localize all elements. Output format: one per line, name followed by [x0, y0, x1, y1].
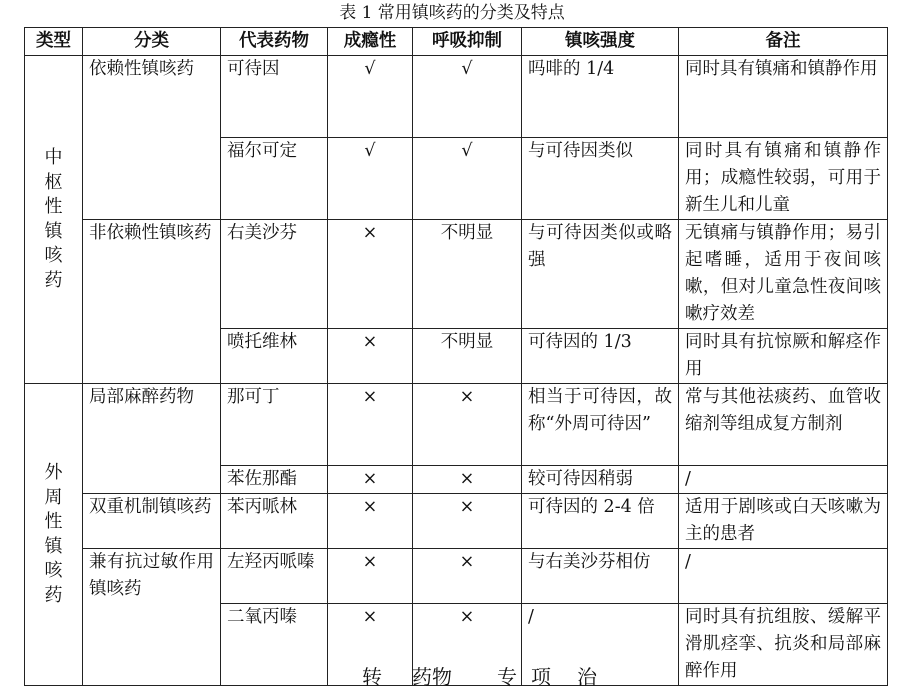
strength-cell: 吗啡的 1/4: [522, 56, 679, 138]
note-cell: /: [679, 549, 888, 604]
respiratory-cell: ×: [413, 466, 522, 494]
drug-name: 可待因: [221, 56, 328, 138]
addiction-cell: √: [328, 56, 413, 138]
table-row: [25, 56, 888, 138]
note-cell: 同时具有镇痛和镇静作用；成瘾性较弱，可用于新生儿和儿童: [679, 138, 888, 220]
drug-name: 苯丙哌林: [221, 494, 328, 549]
respiratory-cell: √: [413, 138, 522, 220]
type-cell-central: [25, 56, 83, 384]
respiratory-cell: ×: [413, 549, 522, 604]
drug-name: 喷托维林: [221, 329, 328, 384]
footer-fragment: 转: [362, 665, 382, 689]
drug-name: 左羟丙哌嗪: [221, 549, 328, 604]
drug-name: 福尔可定: [221, 138, 328, 220]
header-strength: 镇咳强度: [522, 28, 679, 56]
category-cell: 依赖性镇咳药: [83, 56, 221, 220]
addiction-cell: ×: [328, 384, 413, 466]
header-respiratory: 呼吸抑制: [413, 28, 522, 56]
category-cell: 双重机制镇咳药: [83, 494, 221, 549]
footer-fragment: 药物: [412, 665, 452, 689]
respiratory-cell: √: [413, 56, 522, 138]
addiction-cell: ×: [328, 549, 413, 604]
header-category: 分类: [83, 28, 221, 56]
note-cell: 同时具有抗组胺、缓解平滑肌痉挛、抗炎和局部麻醉作用: [679, 604, 888, 686]
drug-name: 那可丁: [221, 384, 328, 466]
strength-cell: 与右美沙芬相仿: [522, 549, 679, 604]
note-cell: 适用于剧咳或白天咳嗽为主的患者: [679, 494, 888, 549]
respiratory-cell: ×: [413, 604, 522, 686]
table-row: [25, 220, 888, 329]
header-note: 备注: [679, 28, 888, 56]
table-row: [25, 549, 888, 604]
category-cell: 局部麻醉药物: [83, 384, 221, 494]
strength-cell: 相当于可待因，故称“外周可待因”: [522, 384, 679, 466]
type-cell-peripheral: [25, 384, 83, 686]
strength-cell: 可待因的 1/3: [522, 329, 679, 384]
type-label: 中枢性镇咳药: [44, 147, 63, 291]
respiratory-cell: ×: [413, 494, 522, 549]
table-caption: 表 1 常用镇咳药的分类及特点: [339, 3, 565, 23]
footer-fragment: 项: [531, 665, 551, 689]
strength-cell: 与可待因类似: [522, 138, 679, 220]
respiratory-cell: 不明显: [413, 329, 522, 384]
addiction-cell: ×: [328, 466, 413, 494]
drug-name: 右美沙芬: [221, 220, 328, 329]
header-drug: 代表药物: [221, 28, 328, 56]
antitussive-table: [24, 27, 888, 689]
drug-name: 苯佐那酯: [221, 466, 328, 494]
footer-fragment: 治: [577, 665, 597, 689]
table-row: [25, 384, 888, 466]
drug-name: 二氧丙嗪: [221, 604, 328, 686]
header-row: [25, 28, 888, 56]
note-cell: 同时具有镇痛和镇静作用: [679, 56, 888, 138]
strength-cell: 可待因的 2-4 倍: [522, 494, 679, 549]
respiratory-cell: ×: [413, 384, 522, 466]
addiction-cell: ×: [328, 220, 413, 329]
type-label: 外周性镇咳药: [44, 462, 63, 606]
addiction-cell: √: [328, 138, 413, 220]
note-cell: /: [679, 466, 888, 494]
category-cell: 非依赖性镇咳药: [83, 220, 221, 384]
footer-fragment: 专: [497, 665, 517, 689]
addiction-cell: ×: [328, 604, 413, 686]
header-type: 类型: [25, 28, 83, 56]
table-row: [25, 494, 888, 549]
strength-cell: /: [522, 604, 679, 686]
strength-cell: 与可待因类似或略强: [522, 220, 679, 329]
addiction-cell: ×: [328, 494, 413, 549]
note-cell: 同时具有抗惊厥和解痉作用: [679, 329, 888, 384]
addiction-cell: ×: [328, 329, 413, 384]
category-cell: 兼有抗过敏作用镇咳药: [83, 549, 221, 686]
strength-cell: 较可待因稍弱: [522, 466, 679, 494]
note-cell: 无镇痛与镇静作用；易引起嗜睡，适用于夜间咳嗽，但对儿童急性夜间咳嗽疗效差: [679, 220, 888, 329]
respiratory-cell: 不明显: [413, 220, 522, 329]
header-addiction: 成瘾性: [328, 28, 413, 56]
note-cell: 常与其他祛痰药、血管收缩剂等组成复方制剂: [679, 384, 888, 466]
cutoff-footer-text: [0, 662, 904, 689]
